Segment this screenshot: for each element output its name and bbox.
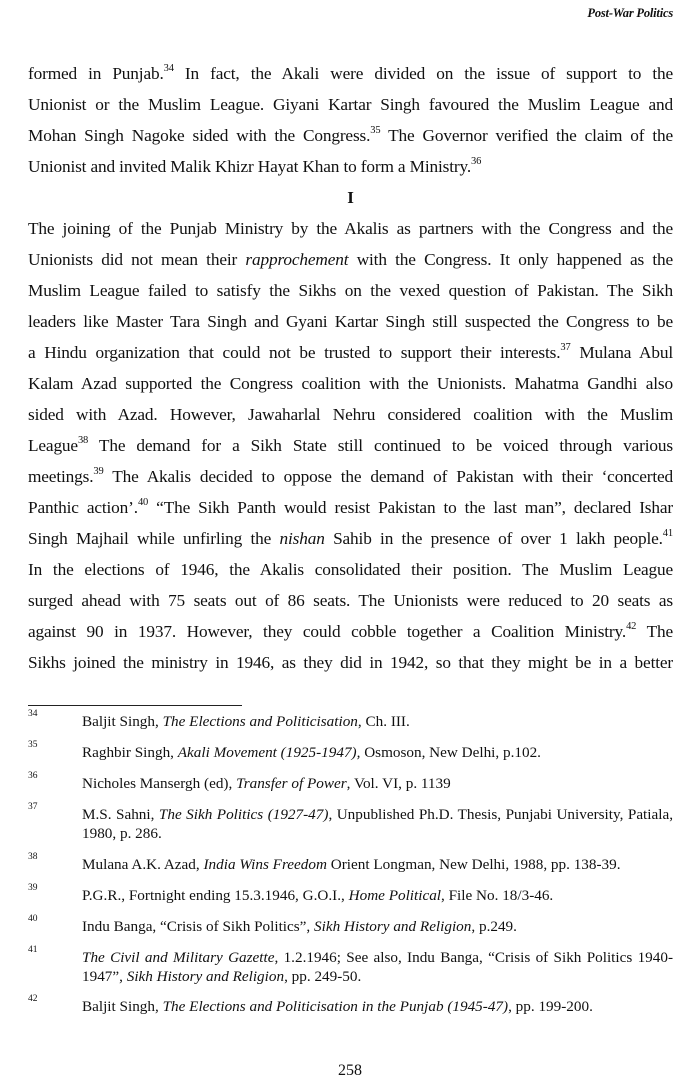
text-line: Unionists did not mean their rapprochement with the Congress. It only happened as the — [28, 250, 674, 269]
footnote-number: 38 — [28, 852, 38, 862]
running-head: Post-War Politics — [587, 6, 673, 20]
footnote-40 — [28, 914, 673, 948]
footnote-ref[interactable]: 38 — [77, 435, 89, 446]
footnote-37 — [28, 802, 673, 855]
body-text — [28, 58, 673, 678]
text-line: against 90 in 1937. However, they could cobble together a Coalition Ministry.$^{42}$ The — [28, 621, 673, 641]
footnote-number: 34 — [28, 709, 38, 719]
footnote-ref[interactable]: 34 — [163, 63, 174, 74]
text-line: The joining of the Punjab Ministry by the Akalis as partners with the Congress and the — [28, 219, 673, 238]
footnote-text: Indu Banga, “Crisis of Sikh Politics”, Sikh History and Religion, p.249. — [82, 918, 517, 935]
footnote-number: 40 — [28, 914, 38, 924]
footnote-ref[interactable]: 35 — [370, 125, 381, 136]
paragraph-2 — [28, 213, 673, 678]
footnote-number: 39 — [28, 883, 38, 893]
footnote-ref[interactable]: 37 — [560, 342, 571, 353]
text-line: Unionist and invited Malik Khizr Hayat Khan to form a Ministry.$^{36}$ — [28, 156, 482, 176]
footnote-41 — [28, 945, 674, 997]
text-line: Muslim League failed to satisfy the Sikhs on the vexed question of Pakistan. The Sikh — [28, 281, 673, 300]
text-line: Singh Majhail while unfirling the nishan Sahib in the presence of over 1 lakh people.$^{41}$ — [28, 528, 673, 548]
footnote-text: Baljit Singh, The Elections and Politicisation in the Punjab (1945-47), pp. 199-200. — [82, 998, 593, 1015]
footnote-34 — [28, 709, 673, 743]
text-line: a Hindu organization that could not be trusted to support their interests.$^{37}$ Mulana Abul — [28, 342, 673, 362]
footnote-ref[interactable]: 36 — [471, 156, 482, 167]
footnote-ref[interactable]: 42 — [626, 621, 637, 632]
paragraph-1 — [28, 58, 673, 182]
page-number: 258 — [338, 1062, 362, 1079]
footnote-text: Nicholes Mansergh (ed), Transfer of Power, Vol. VI, p. 1139 — [82, 775, 451, 792]
footnote-ref[interactable]: 40 — [137, 497, 149, 508]
footnote-text: The Civil and Military Gazette, 1.2.1946; See also, Indu Banga, “Crisis of Sikh Politics 1940-1947”, Sikh History and Religion, pp. 249-50. — [82, 949, 674, 985]
footnote-text: Baljit Singh, The Elections and Politicisation, Ch. III. — [82, 713, 410, 730]
footnote-35 — [28, 740, 673, 774]
footnote-text: P.G.R., Fortnight ending 15.3.1946, G.O.I., Home Political, File No. 18/3-46. — [82, 887, 554, 904]
text-line: formed in Punjab.$^{34}$ In fact, the Akali were divided on the issue of support to the — [28, 63, 673, 83]
footnote-38 — [28, 852, 673, 886]
footnote-text: Raghbir Singh, Akali Movement (1925-1947), Osmoson, New Delhi, p.102. — [82, 744, 541, 761]
footnotes — [28, 709, 674, 1028]
footnote-number: 36 — [28, 771, 38, 781]
text-line: Kalam Azad supported the Congress coalition with the Unionists. Mahatma Gandhi also — [28, 374, 673, 393]
footnote-number: 37 — [28, 802, 38, 812]
footnote-separator — [28, 705, 242, 706]
footnote-text: Mulana A.K. Azad, India Wins Freedom Orient Longman, New Delhi, 1988, pp. 138-39. — [82, 856, 621, 873]
footnote-36 — [28, 771, 673, 805]
text-line: In the elections of 1946, the Akalis consolidated their position. The Muslim League — [28, 560, 673, 579]
text-line: League$^{38}$ The demand for a Sikh State still continued to be voiced through various — [28, 435, 673, 455]
text-line: leaders like Master Tara Singh and Gyani Kartar Singh still suspected the Congress to be — [28, 312, 673, 331]
footnote-42 — [28, 994, 673, 1028]
footnote-number: 42 — [28, 994, 38, 1004]
text-line: Panthic action’.$^{40}$ “The Sikh Panth would resist Pakistan to the last man”, declared Ishar — [28, 497, 674, 517]
footnote-ref[interactable]: 41 — [662, 528, 673, 539]
text-line: Unionist or the Muslim League. Giyani Kartar Singh favoured the Muslim League and — [28, 95, 673, 114]
footnote-39 — [28, 883, 673, 917]
text-line: sided with Azad. However, Jawaharlal Nehru considered coalition with the Muslim — [28, 405, 673, 424]
footnote-number: 35 — [28, 740, 38, 750]
section-heading: I — [347, 188, 354, 207]
text-line: Mohan Singh Nagoke sided with the Congress.$^{35}$ The Governor verified the claim of the — [28, 125, 673, 145]
text-line: surged ahead with 75 seats out of 86 seats. The Unionists were reduced to 20 seats as — [28, 591, 673, 610]
text-line: Sikhs joined the ministry in 1946, as they did in 1942, so that they might be in a better — [28, 653, 673, 672]
footnote-number: 41 — [28, 945, 38, 955]
footnote-text: M.S. Sahni, The Sikh Politics (1927-47), Unpublished Ph.D. Thesis, Punjabi University, Patiala, 1980, p. 286. — [82, 806, 673, 842]
footnote-ref[interactable]: 39 — [93, 466, 104, 477]
text-line: meetings.$^{39}$ The Akalis decided to oppose the demand of Pakistan with their ‘concerted — [28, 466, 673, 486]
